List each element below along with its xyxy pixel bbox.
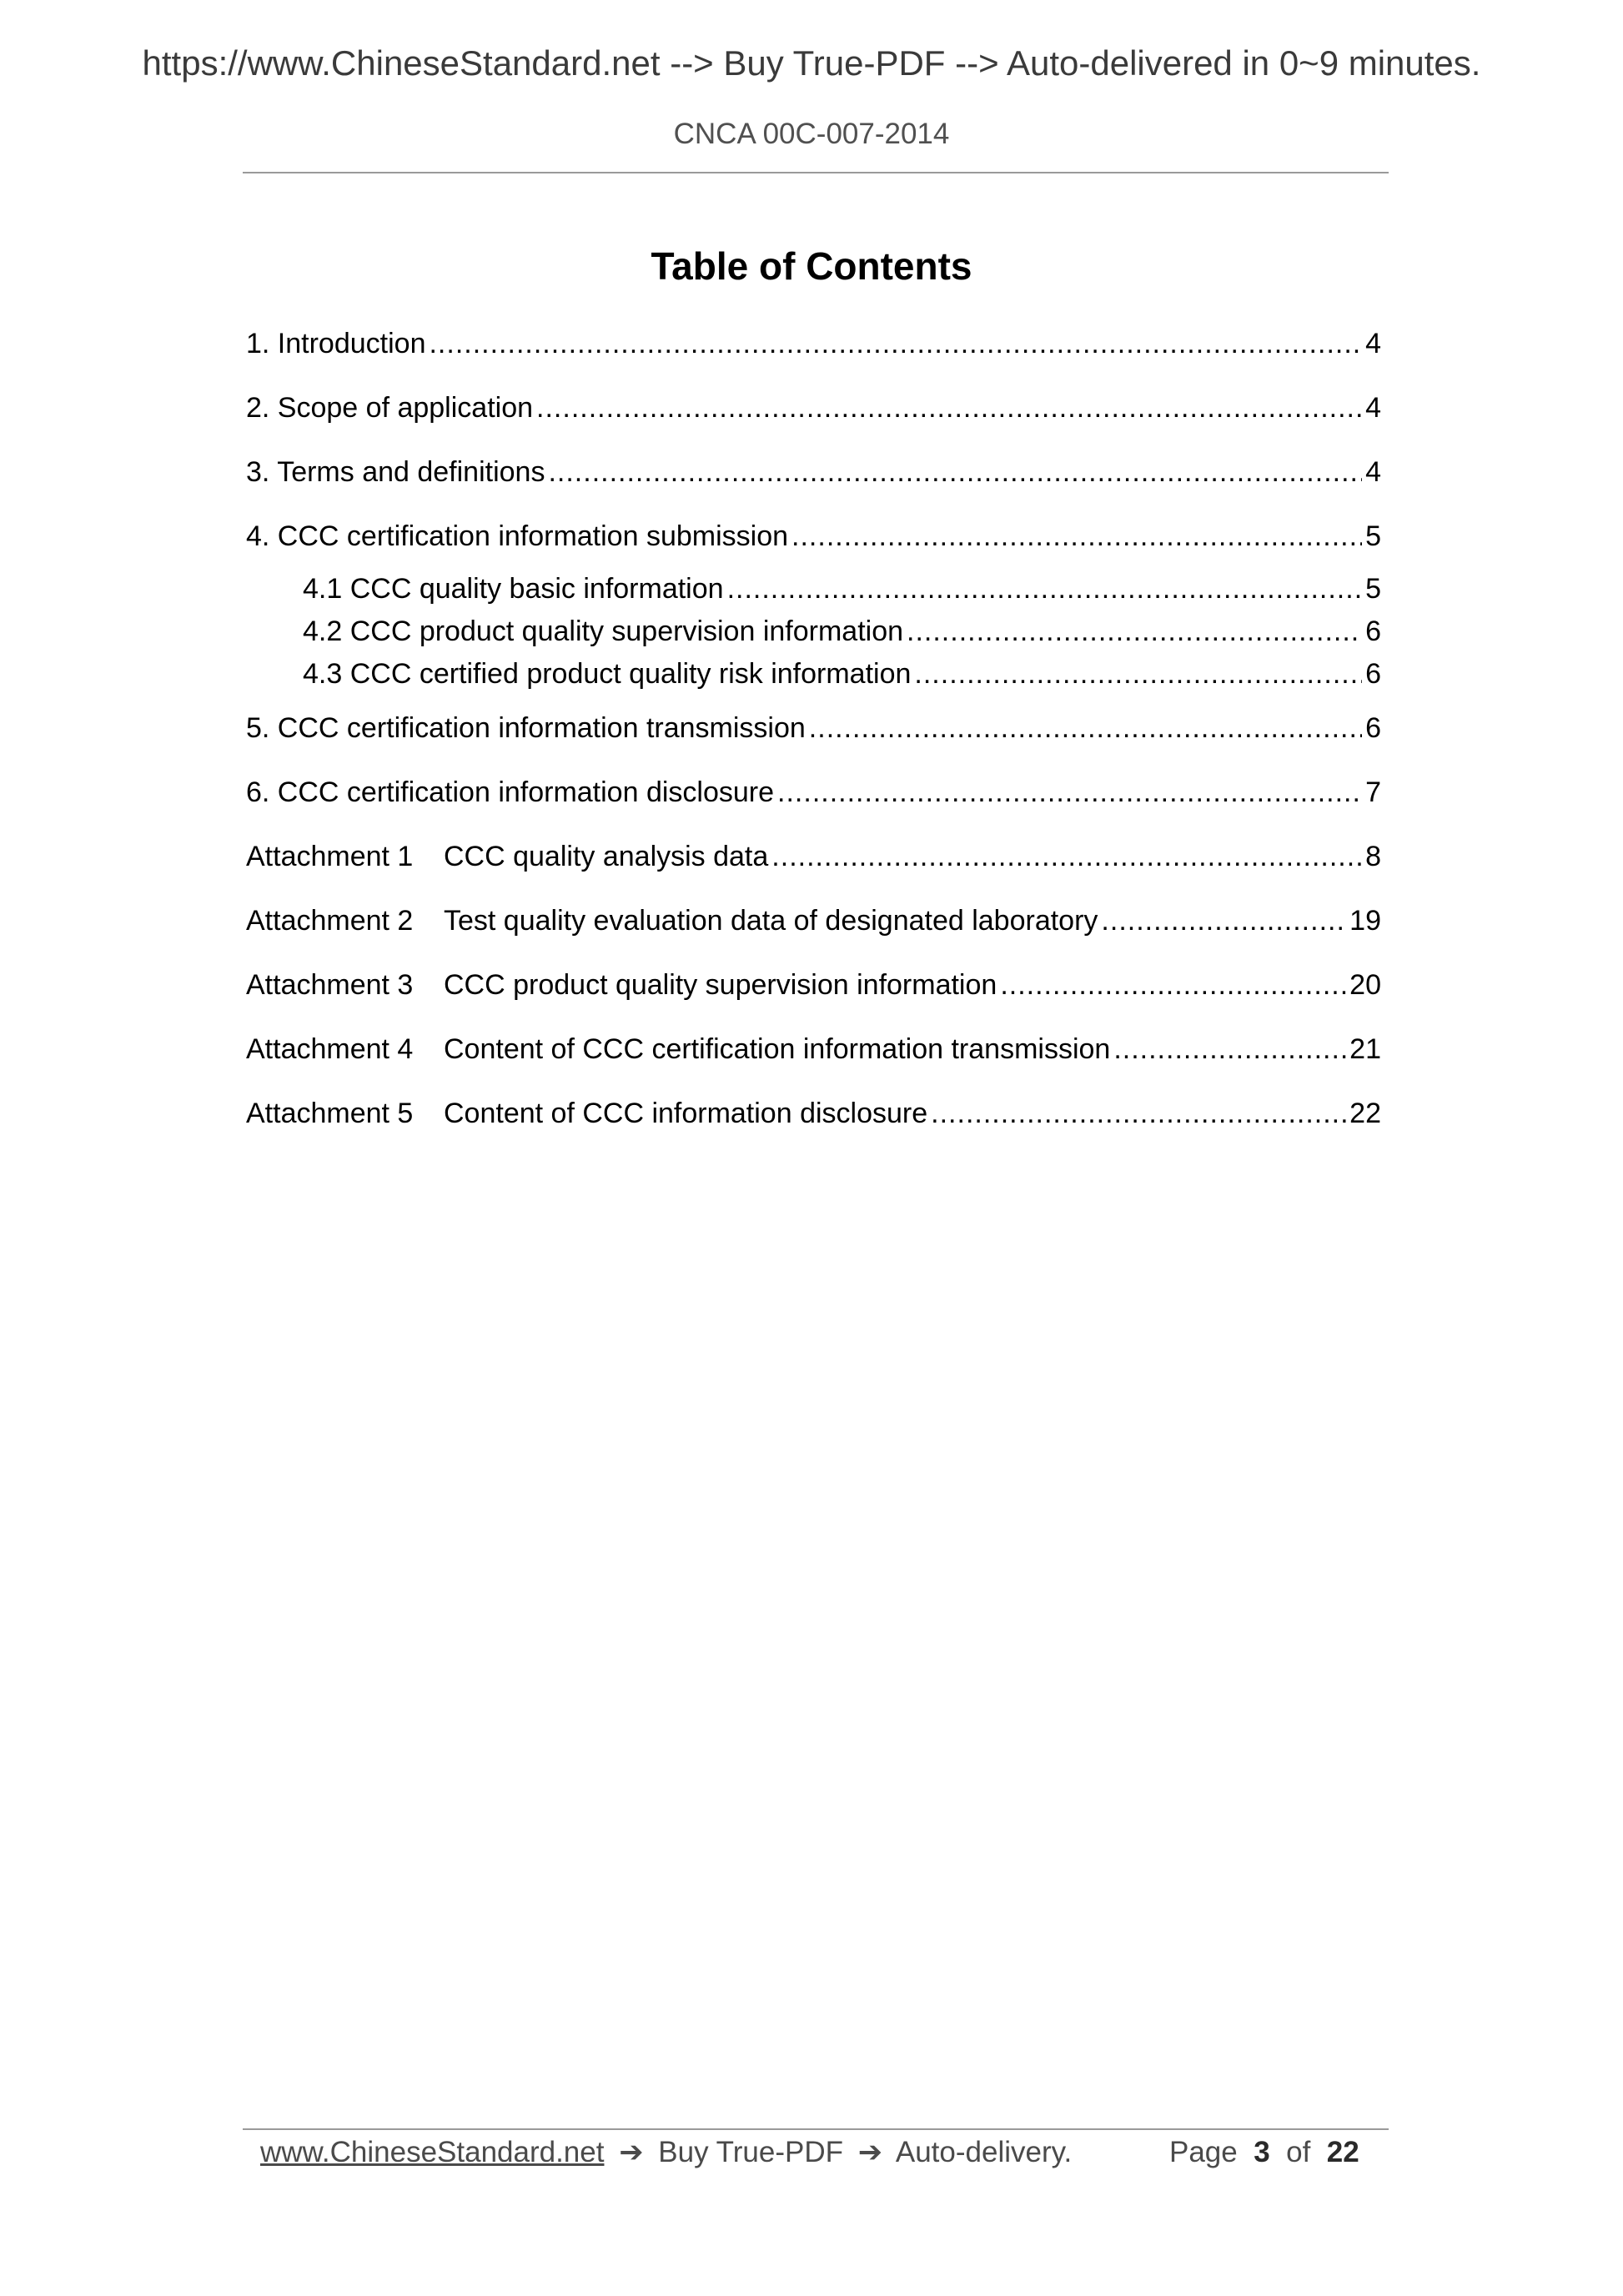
right-arrow-icon: ➔ (619, 2136, 644, 2168)
toc-attachment-entry[interactable] (246, 1032, 1381, 1066)
toc-entry-label: 4.1 CCC quality basic information (303, 573, 724, 605)
toc-attachment-prefix: Attachment 1 (246, 841, 414, 872)
page-of: of (1286, 2136, 1311, 2168)
toc-subentry[interactable] (303, 657, 1381, 691)
footer-promo (260, 2136, 1072, 2169)
right-arrow-icon: ➔ (857, 2136, 883, 2168)
toc-entry-page: 4 (1365, 456, 1381, 488)
toc-entry[interactable] (246, 776, 1381, 809)
toc-entry-page: 6 (1365, 712, 1381, 744)
toc-entry[interactable] (246, 711, 1381, 745)
page-current: 3 (1254, 2136, 1270, 2168)
toc-entry-page: 5 (1365, 520, 1381, 552)
toc-attachment-prefix: Attachment 5 (246, 1098, 414, 1129)
toc-entry-page: 4 (1365, 328, 1381, 359)
page-number (1169, 2136, 1359, 2169)
toc-entry-label: Content of CCC certification information transmission (444, 1033, 1111, 1065)
toc-dot-leader (1101, 904, 1346, 937)
footer-step-buy: Buy True-PDF (658, 2136, 843, 2168)
toc-dot-leader (727, 572, 1363, 605)
footer-divider (243, 2128, 1389, 2130)
toc-attachment-entry[interactable] (246, 1097, 1381, 1130)
toc-entry-page: 19 (1349, 905, 1381, 937)
toc-dot-leader (548, 455, 1362, 489)
toc-attachment-entry[interactable] (246, 840, 1381, 873)
toc-attachment-prefix: Attachment 2 (246, 905, 414, 937)
toc-entry[interactable] (246, 327, 1381, 360)
toc-entry-label: 4. CCC certification information submission (246, 520, 789, 552)
toc-entry-label: 5. CCC certification information transmission (246, 712, 806, 744)
toc-dot-leader (791, 520, 1362, 553)
document-code: CNCA 00C-007-2014 (673, 118, 950, 150)
toc-entry-label: CCC product quality supervision information (444, 969, 997, 1001)
toc-entry-page: 8 (1365, 841, 1381, 872)
toc-dot-leader (777, 776, 1362, 809)
toc-entry-label: 6. CCC certification information disclosure (246, 776, 775, 808)
toc-subentry[interactable] (303, 572, 1381, 605)
toc-entry-page: 6 (1365, 658, 1381, 690)
toc-dot-leader (931, 1097, 1346, 1130)
toc-entry[interactable] (246, 520, 1381, 553)
toc-entry-label: CCC quality analysis data (444, 841, 769, 872)
footer-step-delivery: Auto-delivery. (895, 2136, 1073, 2168)
footer-site-link[interactable]: www.ChineseStandard.net (260, 2136, 605, 2168)
toc-entry[interactable] (246, 455, 1381, 489)
toc-dot-leader (771, 840, 1362, 873)
toc-attachment-entry[interactable] (246, 904, 1381, 937)
toc-dot-leader (907, 615, 1362, 648)
top-banner: https://www.ChineseStandard.net --> Buy True-PDF --> Auto-delivered in 0~9 minutes. (142, 43, 1481, 83)
toc-title: Table of Contents (651, 244, 972, 288)
toc-dot-leader (1113, 1032, 1346, 1066)
toc-entry-label: 2. Scope of application (246, 392, 534, 424)
toc-attachment-prefix: Attachment 3 (246, 969, 414, 1001)
toc-dot-leader (914, 657, 1362, 691)
toc-entry-page: 6 (1365, 615, 1381, 647)
toc-entry[interactable] (246, 391, 1381, 425)
toc-dot-leader (1000, 968, 1346, 1002)
toc-entry-label: 4.3 CCC certified product quality risk information (303, 658, 912, 690)
toc-entry-label: 1. Introduction (246, 328, 426, 359)
toc-attachment-prefix: Attachment 4 (246, 1033, 414, 1065)
toc-entry-page: 21 (1349, 1033, 1381, 1065)
toc-dot-leader (429, 327, 1362, 360)
toc-entry-page: 20 (1349, 969, 1381, 1001)
page-label: Page (1169, 2136, 1238, 2168)
toc-entry-page: 5 (1365, 573, 1381, 605)
toc-entry-page: 22 (1349, 1098, 1381, 1129)
toc-entry-label: 3. Terms and definitions (246, 456, 545, 488)
toc-entry-page: 4 (1365, 392, 1381, 424)
header-divider (243, 172, 1389, 173)
toc-entry-label: 4.2 CCC product quality supervision information (303, 615, 904, 647)
toc-entry-label: Test quality evaluation data of designated laboratory (444, 905, 1098, 937)
toc-attachment-entry[interactable] (246, 968, 1381, 1002)
toc-dot-leader (809, 711, 1362, 745)
toc-subentry[interactable] (303, 615, 1381, 648)
toc-dot-leader (536, 391, 1362, 425)
toc-entry-page: 7 (1365, 776, 1381, 808)
toc-entry-label: Content of CCC information disclosure (444, 1098, 928, 1129)
page-total: 22 (1326, 2136, 1359, 2168)
